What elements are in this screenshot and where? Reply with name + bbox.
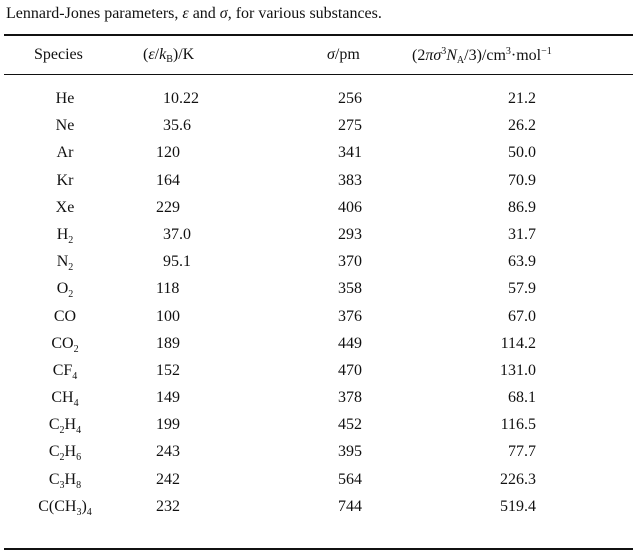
header-text: N xyxy=(446,47,457,64)
cell-epsilon: 232 xyxy=(156,497,180,515)
table-body xyxy=(0,90,639,525)
table-bottom-rule xyxy=(4,548,633,550)
formula-text: CH xyxy=(51,389,74,407)
caption-sigma: σ xyxy=(219,5,228,22)
cell-epsilon: 199 xyxy=(156,416,180,434)
header-text: /3)/cm xyxy=(464,47,506,64)
cell-sigma: 275 xyxy=(338,117,362,135)
formula-text: He xyxy=(55,90,75,107)
caption-epsilon: ε xyxy=(182,5,189,22)
cell-species xyxy=(14,117,116,135)
cell-volume: 86.9 xyxy=(508,198,536,216)
cell-species xyxy=(14,443,116,463)
header-subscript: B xyxy=(166,54,173,65)
cell-epsilon: 152 xyxy=(156,361,180,379)
caption-text: and xyxy=(188,5,220,22)
formula-text: C xyxy=(48,470,60,488)
header-superscript: −1 xyxy=(541,46,552,57)
cell-volume: 68.1 xyxy=(508,389,536,407)
cell-volume: 21.2 xyxy=(508,90,536,107)
cell-volume: 50.0 xyxy=(508,144,536,162)
header-superscript: 3 xyxy=(505,46,511,57)
formula-text: CF xyxy=(52,361,73,379)
formula-subscript: 6 xyxy=(76,452,82,464)
table-row xyxy=(0,280,639,307)
table-row xyxy=(0,335,639,362)
cell-species xyxy=(14,471,116,491)
cell-epsilon: 118 xyxy=(156,280,180,298)
formula-subscript: 2 xyxy=(73,343,79,355)
cell-epsilon: 164 xyxy=(156,171,180,189)
cell-species xyxy=(14,90,116,108)
table-row xyxy=(0,117,639,144)
cell-epsilon: 189 xyxy=(156,334,180,352)
cell-sigma: 383 xyxy=(338,171,362,189)
header-text: ·mol xyxy=(510,47,542,64)
formula-text: O xyxy=(56,280,69,298)
cell-epsilon: 120 xyxy=(156,144,180,162)
cell-species xyxy=(14,172,116,190)
cell-epsilon: 242 xyxy=(156,470,180,488)
cell-sigma: 293 xyxy=(338,225,362,243)
table-row xyxy=(0,90,639,117)
header-text: π xyxy=(425,47,434,64)
formula-text: H xyxy=(64,443,77,461)
formula-text: N xyxy=(56,253,69,271)
header-text: (2 xyxy=(412,47,426,64)
table-caption xyxy=(6,5,382,23)
header-superscript: 3 xyxy=(441,46,447,57)
cell-volume: 26.2 xyxy=(508,117,536,135)
formula-text: Ar xyxy=(56,144,74,162)
cell-species xyxy=(14,498,116,518)
formula-text: C(CH xyxy=(38,497,77,515)
formula-text: CO xyxy=(51,334,74,352)
cell-volume: 70.9 xyxy=(508,171,536,189)
cell-epsilon: 10.22 xyxy=(163,90,199,107)
table-header-rule xyxy=(4,74,633,75)
table-row xyxy=(0,498,639,525)
formula-subscript: 4 xyxy=(86,506,92,518)
cell-species xyxy=(14,253,116,273)
cell-species xyxy=(14,308,116,326)
cell-volume: 63.9 xyxy=(508,253,536,271)
cell-epsilon: 229 xyxy=(156,198,180,216)
cell-sigma: 470 xyxy=(338,361,362,379)
formula-text: Kr xyxy=(56,171,74,189)
formula-subscript: 8 xyxy=(76,479,82,491)
formula-text: Xe xyxy=(55,198,75,216)
cell-species xyxy=(14,280,116,300)
table-row xyxy=(0,308,639,335)
formula-text: H xyxy=(56,225,69,243)
cell-sigma: 378 xyxy=(338,389,362,407)
cell-epsilon: 149 xyxy=(156,389,180,407)
cell-sigma: 341 xyxy=(338,144,362,162)
cell-species xyxy=(14,389,116,409)
formula-subscript: 2 xyxy=(68,262,74,274)
formula-text: ) xyxy=(81,497,87,515)
cell-sigma: 256 xyxy=(338,90,362,107)
cell-sigma: 395 xyxy=(338,443,362,461)
table-row xyxy=(0,443,639,470)
header-subscript: A xyxy=(456,55,465,66)
cell-species xyxy=(14,362,116,382)
cell-epsilon: 243 xyxy=(156,443,180,461)
table-row xyxy=(0,199,639,226)
formula-text: C xyxy=(48,443,60,461)
header-volume xyxy=(412,46,552,66)
header-species: Species xyxy=(34,46,83,63)
cell-species xyxy=(14,144,116,162)
formula-subscript: 2 xyxy=(59,425,65,437)
formula-text: CO xyxy=(53,307,77,325)
cell-species xyxy=(14,416,116,436)
cell-species xyxy=(14,199,116,217)
formula-subscript: 2 xyxy=(68,234,74,246)
cell-volume: 131.0 xyxy=(500,361,536,379)
formula-text: H xyxy=(64,416,77,434)
table-row xyxy=(0,362,639,389)
cell-volume: 67.0 xyxy=(508,307,536,325)
cell-volume: 77.7 xyxy=(508,443,536,461)
table-row xyxy=(0,253,639,280)
header-text: /pm xyxy=(334,46,360,63)
cell-species xyxy=(14,226,116,246)
formula-subscript: 4 xyxy=(72,370,78,382)
cell-volume: 116.5 xyxy=(500,416,536,434)
header-text: ( xyxy=(143,46,149,63)
table-row xyxy=(0,172,639,199)
cell-sigma: 406 xyxy=(338,198,362,216)
cell-epsilon: 95.1 xyxy=(163,253,191,271)
cell-sigma: 449 xyxy=(338,334,362,352)
cell-sigma: 452 xyxy=(338,416,362,434)
table-row xyxy=(0,471,639,498)
cell-epsilon: 35.6 xyxy=(163,117,191,135)
caption-text: Lennard-Jones parameters, xyxy=(6,5,183,22)
table-row xyxy=(0,226,639,253)
cell-epsilon: 100 xyxy=(156,307,180,325)
header-text: / xyxy=(154,46,160,63)
header-epsilon xyxy=(143,46,194,65)
table-row xyxy=(0,144,639,171)
formula-text: Ne xyxy=(55,117,75,135)
cell-volume: 226.3 xyxy=(500,470,536,488)
cell-sigma: 376 xyxy=(338,307,362,325)
cell-volume: 31.7 xyxy=(508,225,536,243)
cell-species xyxy=(14,335,116,355)
table-row xyxy=(0,416,639,443)
cell-sigma: 370 xyxy=(338,253,362,271)
cell-volume: 57.9 xyxy=(508,280,536,298)
formula-subscript: 2 xyxy=(68,289,74,301)
cell-epsilon: 37.0 xyxy=(163,225,191,243)
header-text: )/K xyxy=(172,46,195,63)
caption-text: , for various substances. xyxy=(227,5,382,22)
cell-volume: 114.2 xyxy=(500,334,536,352)
header-text: σ xyxy=(433,47,442,64)
cell-sigma: 564 xyxy=(338,470,362,488)
header-sigma xyxy=(327,46,360,64)
header-text: k xyxy=(159,46,167,63)
table-top-rule xyxy=(4,34,633,36)
cell-sigma: 358 xyxy=(338,280,362,298)
formula-subscript: 4 xyxy=(76,425,82,437)
cell-sigma: 744 xyxy=(338,497,362,515)
formula-subscript: 3 xyxy=(59,479,65,491)
formula-text: C xyxy=(48,416,60,434)
formula-subscript: 2 xyxy=(59,452,65,464)
header-text: σ xyxy=(327,46,335,63)
cell-volume: 519.4 xyxy=(500,497,536,515)
header-text: ε xyxy=(148,46,155,63)
formula-text: H xyxy=(64,470,77,488)
formula-subscript: 3 xyxy=(76,506,82,518)
formula-subscript: 4 xyxy=(73,398,79,410)
table-row xyxy=(0,389,639,416)
